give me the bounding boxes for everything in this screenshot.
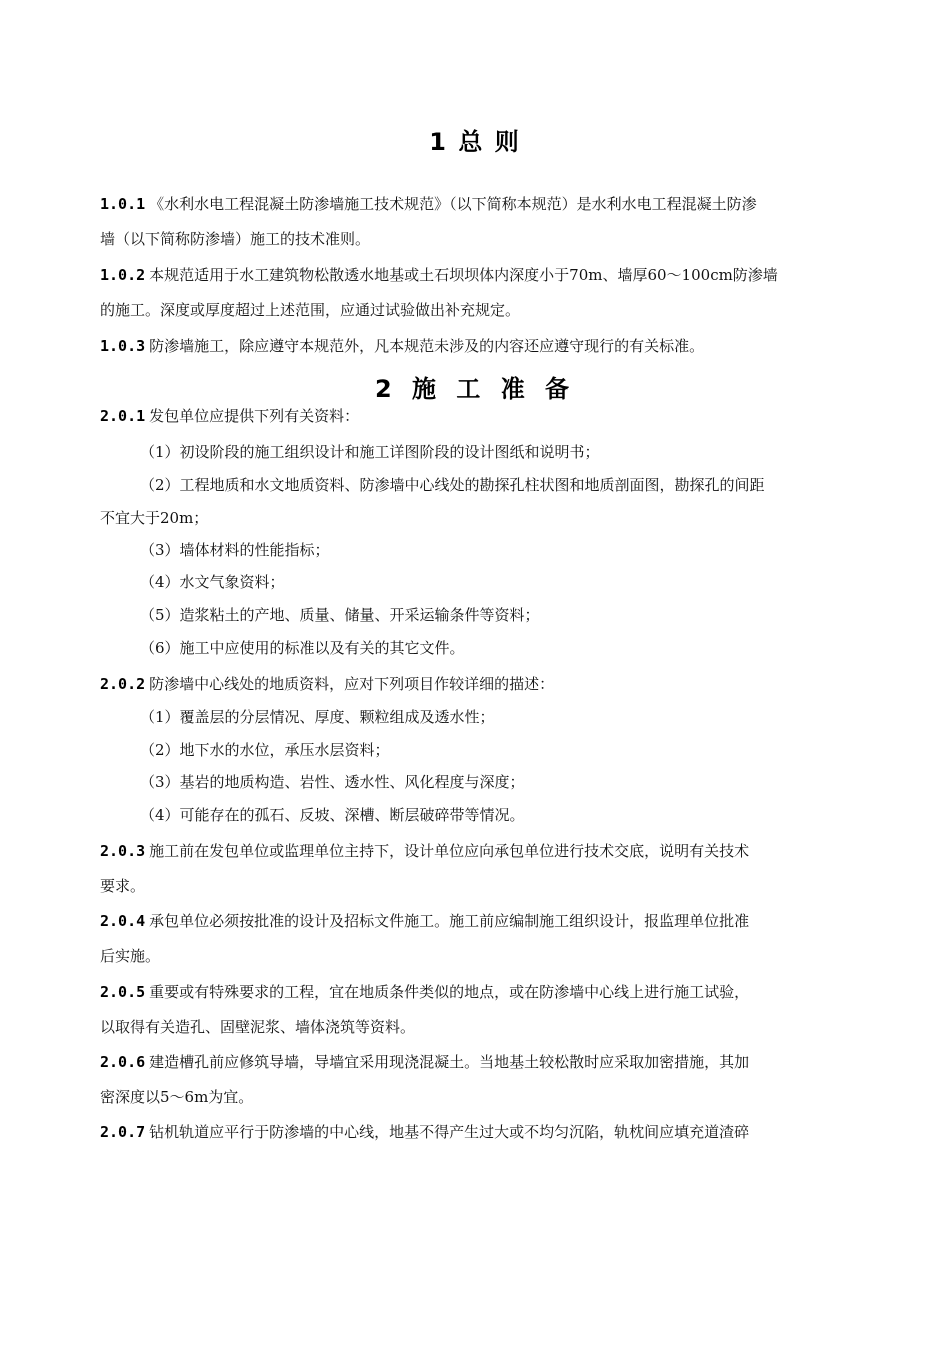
- clause-text: 发包单位应提供下列有关资料：: [149, 407, 360, 425]
- clause-number: 2.0.3: [100, 842, 146, 860]
- list-item: （1）初设阶段的施工组织设计和施工详图阶段的设计图纸和说明书；: [140, 443, 600, 461]
- list-item: （2）工程地质和水文地质资料、防渗墙中心线处的勘探孔柱状图和地质剖面图，勘探孔的间距: [140, 476, 765, 494]
- list-item: （4）水文气象资料；: [140, 573, 285, 591]
- chapter-1-title: 1 总 则: [429, 128, 521, 156]
- clause-number: 1.0.2: [100, 266, 146, 284]
- clause-text: 施工前在发包单位或监理单位主持下，设计单位应向承包单位进行技术交底，说明有关技术: [149, 842, 750, 860]
- clause-text-continued: 以取得有关造孔、固壁泥浆、墙体浇筑等资料。: [100, 1018, 416, 1036]
- clause-text: 承包单位必须按批准的设计及招标文件施工。施工前应编制施工组织设计，报监理单位批准: [149, 912, 750, 930]
- clause-number: 2.0.2: [100, 675, 146, 693]
- list-item-continued: 不宜大于20m；: [100, 509, 209, 527]
- list-item: （1）覆盖层的分层情况、厚度、颗粒组成及透水性；: [140, 708, 495, 726]
- clause-1-0-2: [100, 265, 840, 285]
- list-item: （5）造浆粘土的产地、质量、储量、开采运输条件等资料；: [140, 606, 540, 624]
- clause-number: 1.0.3: [100, 337, 146, 355]
- list-item: （3）墙体材料的性能指标；: [140, 541, 330, 559]
- clause-1-0-3: [100, 336, 840, 356]
- list-item: （2）地下水的水位，承压水层资料；: [140, 741, 390, 759]
- clause-text-continued: 后实施。: [100, 947, 161, 965]
- clause-text-continued: 墙（以下简称防渗墙）施工的技术准则。: [100, 230, 371, 248]
- clause-text: 钻机轨道应平行于防渗墙的中心线，地基不得产生过大或不均匀沉陷，轨枕间应填充道渣碎: [149, 1123, 750, 1141]
- clause-text: 《水利水电工程混凝土防渗墙施工技术规范》（以下简称本规范）是水利水电工程混凝土防渗: [149, 195, 757, 213]
- list-item: （6）施工中应使用的标准以及有关的其它文件。: [140, 639, 465, 657]
- clause-number: 2.0.4: [100, 912, 146, 930]
- chapter-2-title: 2 施 工 准 备: [374, 375, 576, 403]
- clause-2-0-6: [100, 1052, 840, 1072]
- clause-2-0-1: [100, 406, 840, 426]
- clause-text: 建造槽孔前应修筑导墙，导墙宜采用现浇混凝土。当地基土较松散时应采取加密措施，其加: [149, 1053, 750, 1071]
- list-item: （3）基岩的地质构造、岩性、透水性、风化程度与深度；: [140, 773, 525, 791]
- clause-text: 防渗墙施工，除应遵守本规范外，凡本规范未涉及的内容还应遵守现行的有关标准。: [149, 337, 705, 355]
- clause-number: 1.0.1: [100, 195, 146, 213]
- clause-2-0-2: [100, 674, 840, 694]
- clause-text-continued: 的施工。深度或厚度超过上述范围，应通过试验做出补充规定。: [100, 301, 521, 319]
- clause-2-0-4: [100, 911, 840, 931]
- clause-2-0-5: [100, 982, 840, 1002]
- clause-text-continued: 要求。: [100, 877, 146, 895]
- clause-text: 重要或有特殊要求的工程，宜在地质条件类似的地点，或在防渗墙中心线上进行施工试验，: [149, 983, 750, 1001]
- clause-2-0-3: [100, 841, 840, 861]
- clause-text: 防渗墙中心线处的地质资料，应对下列项目作较详细的描述：: [149, 675, 555, 693]
- clause-number: 2.0.5: [100, 983, 146, 1001]
- clause-number: 2.0.7: [100, 1123, 146, 1141]
- clause-1-0-1: [100, 194, 840, 214]
- clause-text: 本规范适用于水工建筑物松散透水地基或土石坝坝体内深度小于70m、墙厚60～100cm防渗墙: [149, 266, 778, 284]
- clause-2-0-7: [100, 1122, 840, 1142]
- clause-number: 2.0.6: [100, 1053, 146, 1071]
- clause-number: 2.0.1: [100, 407, 146, 425]
- clause-text-continued: 密深度以5～6m为宜。: [100, 1088, 254, 1106]
- list-item: （4）可能存在的孤石、反坡、深槽、断层破碎带等情况。: [140, 806, 525, 824]
